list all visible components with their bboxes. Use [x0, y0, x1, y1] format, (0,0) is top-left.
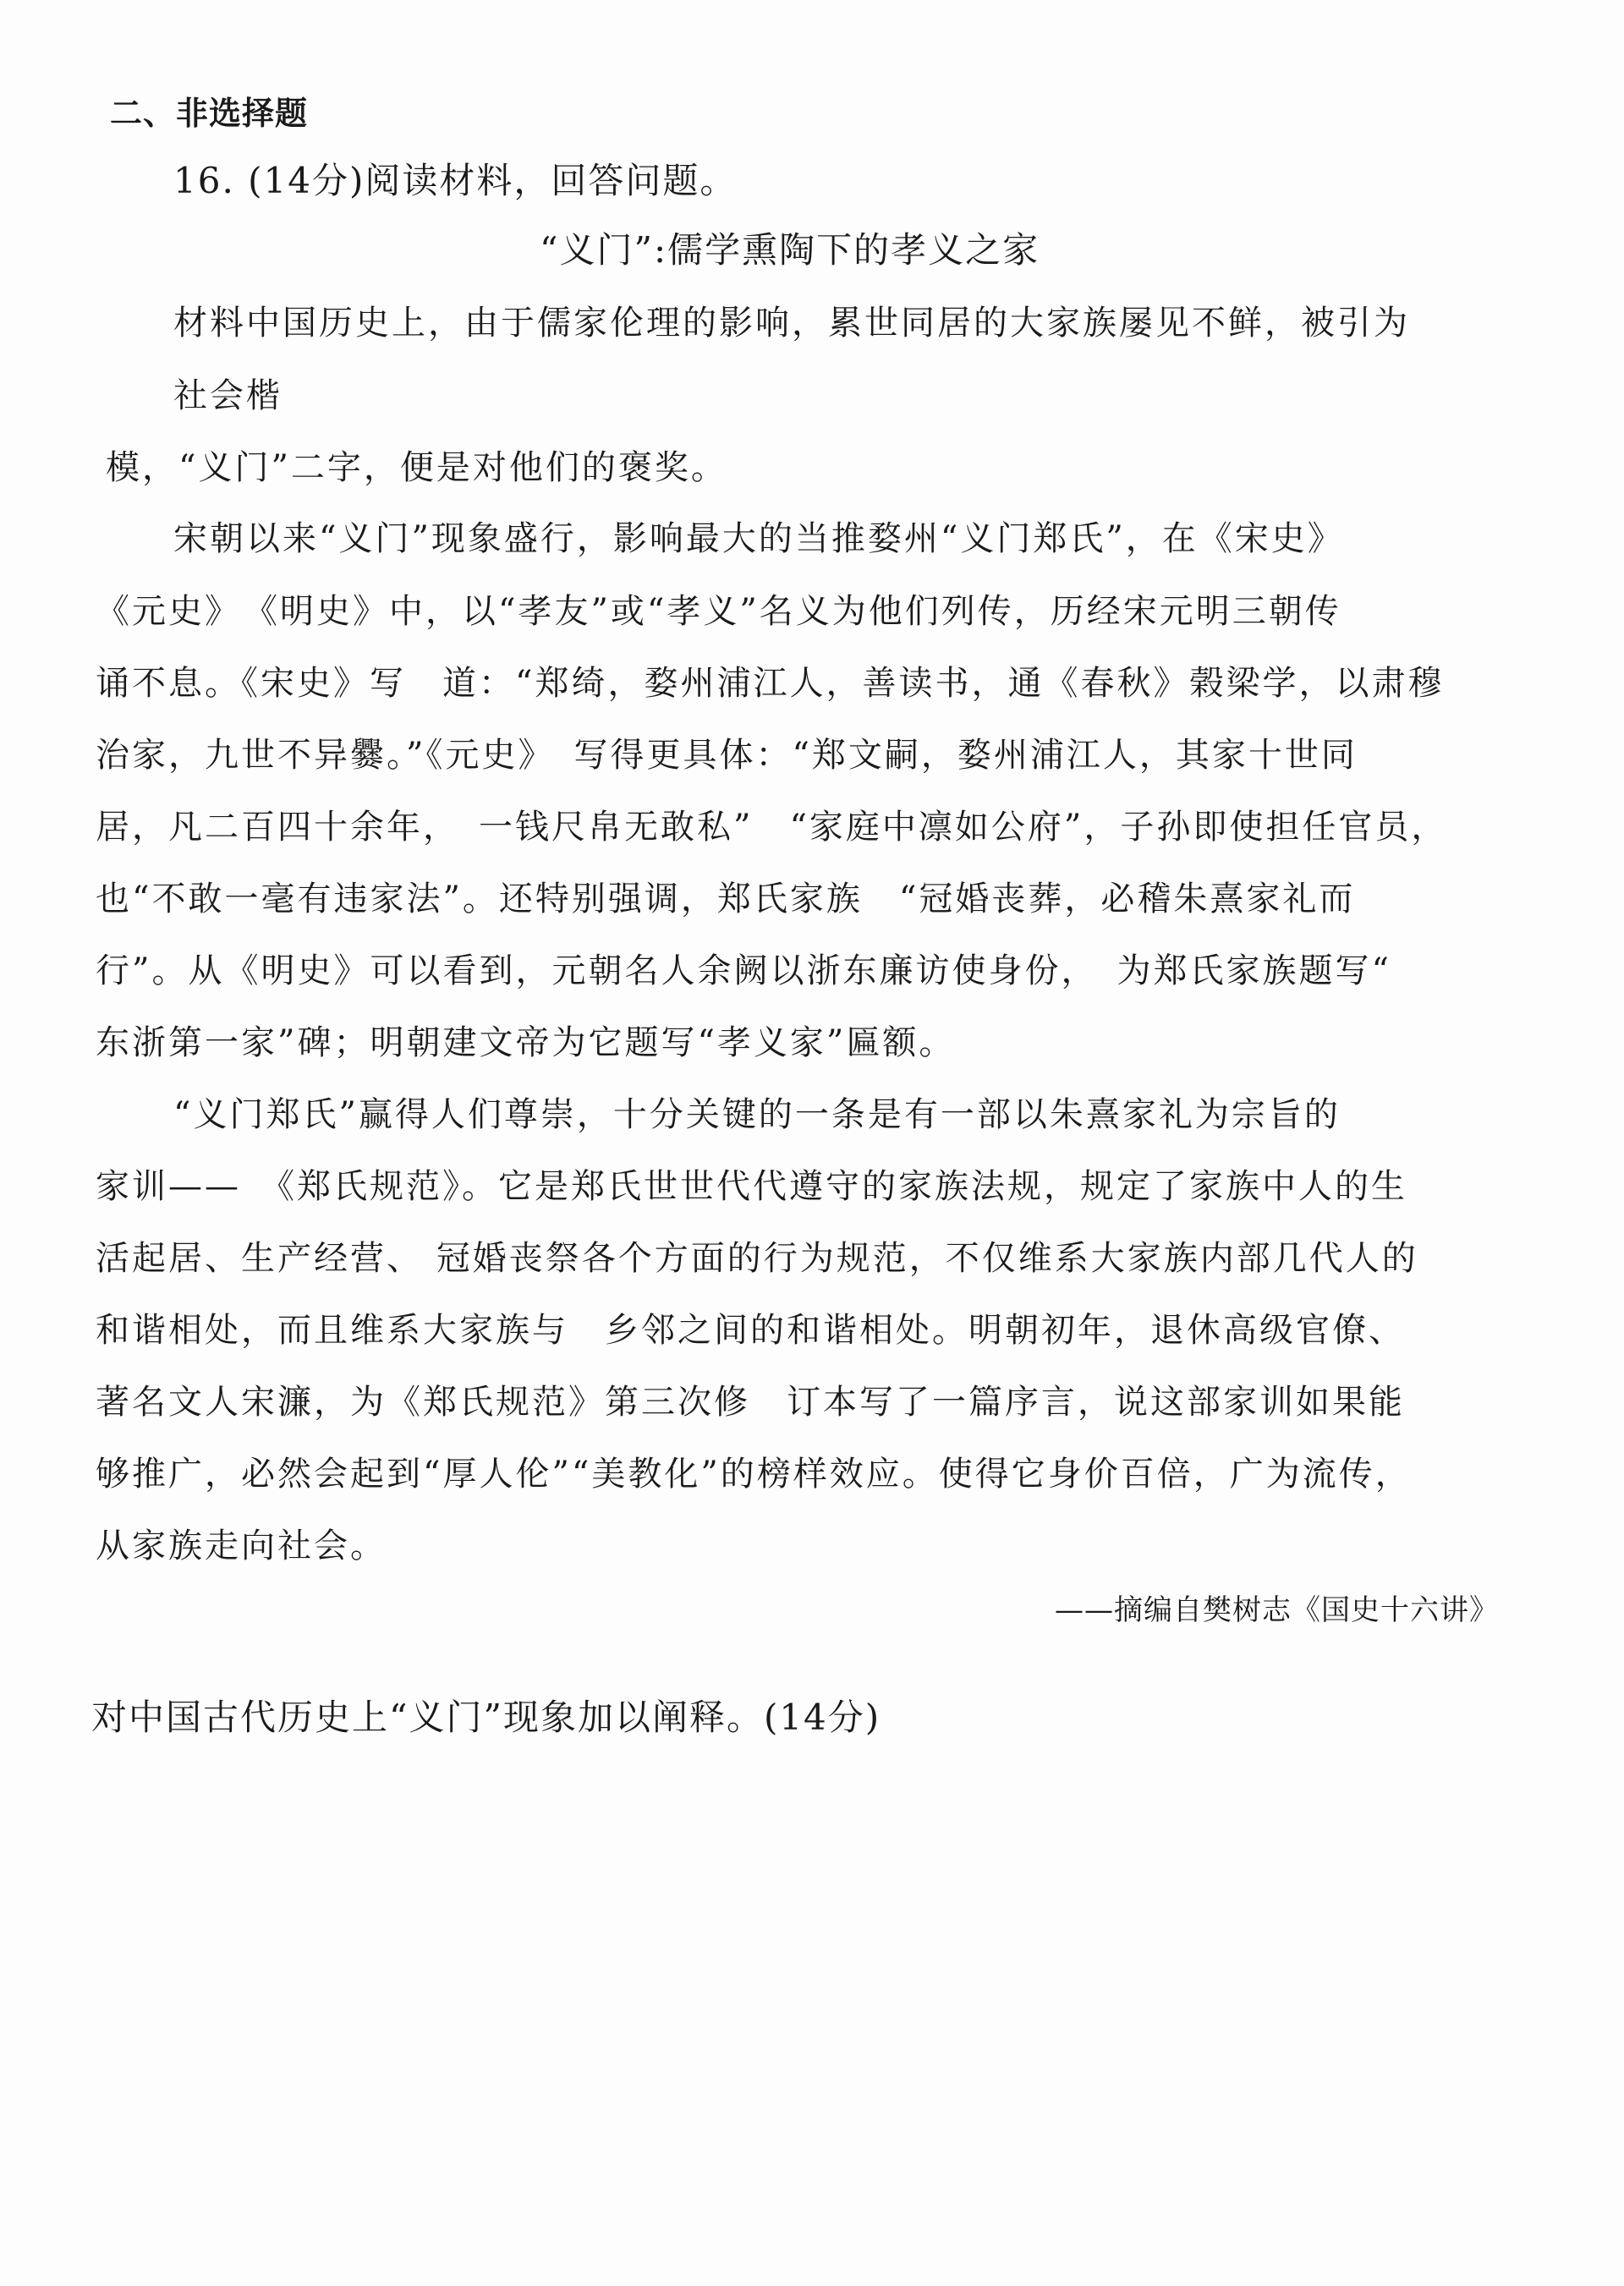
material-line: 东浙第一家”碑；明朝建文帝为它题写“孝义家”匾额。: [96, 1023, 956, 1062]
material-line: 《元史》 《明史》中，以“孝友”或“孝义”名义为他们列传，历经宋元明三朝传: [96, 592, 1341, 631]
material-line: 也“不敢一毫有违家法”。还特别强调，郑氏家族 “冠婚丧葬，必稽朱熹家礼而: [96, 880, 1356, 918]
material-line: 材料中国历史上，由于儒家伦理的影响，累世同居的大家族屡见不鲜，被引为: [173, 304, 1410, 343]
material-line: 治家，九世不异爨。”《元史》 写得更具体：“郑文嗣，婺州浦江人，其家十世同: [96, 736, 1358, 775]
section-heading: 二、非选择题: [110, 95, 309, 132]
material-line: 和谐相处，而且维系大家族与 乡邻之间的和谐相处。明朝初年，退休高级官僚、: [96, 1311, 1405, 1350]
material-line: 著名文人宋濂，为《郑氏规范》第三次修 订本写了一篇序言，说这部家训如果能: [96, 1383, 1405, 1422]
material-line: 居，凡二百四十余年， 一钱尺帛无敢私” “家庭中凛如公府”，子孙即使担任官员，: [96, 808, 1448, 847]
material-line: 诵不息。《宋史》写 道：“郑绮，婺州浦江人，善读书，通《春秋》榖梁学，以肃穆: [96, 664, 1445, 703]
material-line: 社会楷: [173, 376, 283, 415]
material-line: 家训—— 《郑氏规范》。它是郑氏世世代代遵守的家族法规，规定了家族中人的生: [96, 1167, 1407, 1206]
source-citation: ——摘编自樊树志《国史十六讲》: [1055, 1593, 1499, 1627]
question-prompt: 对中国古代历史上“义门”现象加以阐释。(14分): [91, 1697, 881, 1738]
material-line: 活起居、生产经营、 冠婚丧祭各个方面的行为规范，不仅维系大家族内部几代人的: [96, 1239, 1418, 1278]
material-line: 够推广，必然会起到“厚人伦”“美教化”的榜样效应。使得它身价百倍，广为流传，: [96, 1455, 1412, 1494]
material-line: 模，“义门”二字，便是对他们的褒奖。: [106, 448, 727, 487]
material-line: 宋朝以来“义门”现象盛行，影响最大的当推婺州“义门郑氏”，在《宋史》: [173, 519, 1344, 558]
material-line: “义门郑氏”赢得人们尊崇，十分关键的一条是有一部以朱熹家礼为宗旨的: [173, 1095, 1341, 1134]
question-header: 16. (14分)阅读材料，回答问题。: [173, 160, 738, 201]
material-line: 从家族走向社会。: [96, 1527, 387, 1565]
material-title: “义门”:儒学熏陶下的孝义之家: [540, 229, 1040, 271]
material-line: 行”。从《明史》可以看到，元朝名人余阙以浙东廉访使身份， 为郑氏家族题写“: [96, 951, 1391, 990]
